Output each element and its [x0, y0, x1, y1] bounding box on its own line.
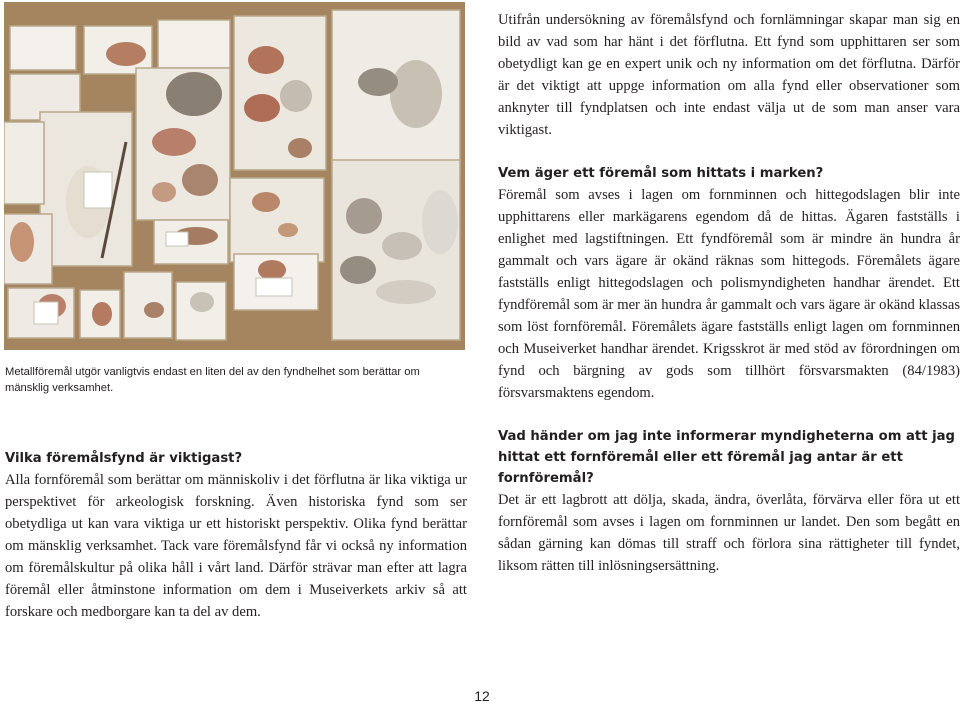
- intro-paragraph: Utifrån undersökning av föremålsfynd och fornlämningar skapar man sig en bild av vad som har hänt i det förflutna. Ett fynd som upphittaren ser som obetydligt kan ge en expert unik och ny information om det förflutna. Därför är det viktigt att uppge information om alla fynd eller observationer som anknyter till fyndplatsen och inte endast välja ut de som man anser vara viktigast.: [498, 12, 960, 138]
- section-body: Alla fornföremål som berättar om människoliv i det förflutna är lika viktiga ur perspektivet för arkeologisk forskning. Även historiska fynd som ser obetydliga ut kan vara viktiga ur ett historiskt perspektiv. Olika fynd berättar om mänsklig verksamhet. Tack vare föremålsfynd får vi också ny information om föremålskultur på olika håll i vårt land. Därför strävar man efter att lagra föremål eller åtminstone information om dem i Museiverkets arkiv så att forskare och medborgare kan ta del av dem.: [5, 472, 467, 620]
- ownership-section: [498, 163, 960, 404]
- archaeological-finds-boxes-photo-icon: [4, 2, 465, 350]
- intro-section: [498, 9, 960, 141]
- consequence-section: [498, 426, 960, 577]
- section-heading: Vad händer om jag inte informerar myndigheterna om att jag hittat ett fornföremål eller ett föremål jag antar är ett fornföremål?: [498, 429, 955, 486]
- finds-photo: [4, 2, 465, 350]
- important-finds-section: [5, 448, 467, 623]
- section-body: Föremål som avses i lagen om fornminnen och hittegodslagen blir inte upphittarens eller markägarens egendom då de hittas. Ägaren fastställs i enlighet med lagstiftningen. Ett fyndföremål som är mindre än hundra år gammalt och vars ägare är okänd räknas som hittegods. Föremålets ägare fastställs enligt hittegodslagen och polismyndigheten handhar ärendet. Ett fyndföremål som är mer än hundra år gammalt och vars ägare är okänd klassas som löst fornföremål. Föremålets ägare fastställs enligt lagen om fornminnen och Museiverket handhar ärendet. Krigsskrot är med stöd av förordningen om fynd och bärgning av gods som tillhört försvarsmakten (84/1983) försvarsmaktens egendom.: [498, 187, 960, 401]
- page-number: 12: [474, 688, 490, 704]
- section-heading: Vem äger ett föremål som hittats i marken?: [498, 166, 824, 181]
- section-heading: Vilka föremålsfynd är viktigast?: [5, 451, 243, 466]
- section-body: Det är ett lagbrott att dölja, skada, ändra, överlåta, förvärva eller föra ut ett fornföremål som avses i lagen om fornminnen ur landet. Den som begått en sådan gärning kan dömas till straff och förlora sina rättigheter till fyndet, liksom rätten till inlösningsersättning.: [498, 492, 960, 574]
- photo-caption: Metallföremål utgör vanligtvis endast en liten del av den fyndhelhet som berättar om mänsklig verksamhet.: [5, 366, 420, 394]
